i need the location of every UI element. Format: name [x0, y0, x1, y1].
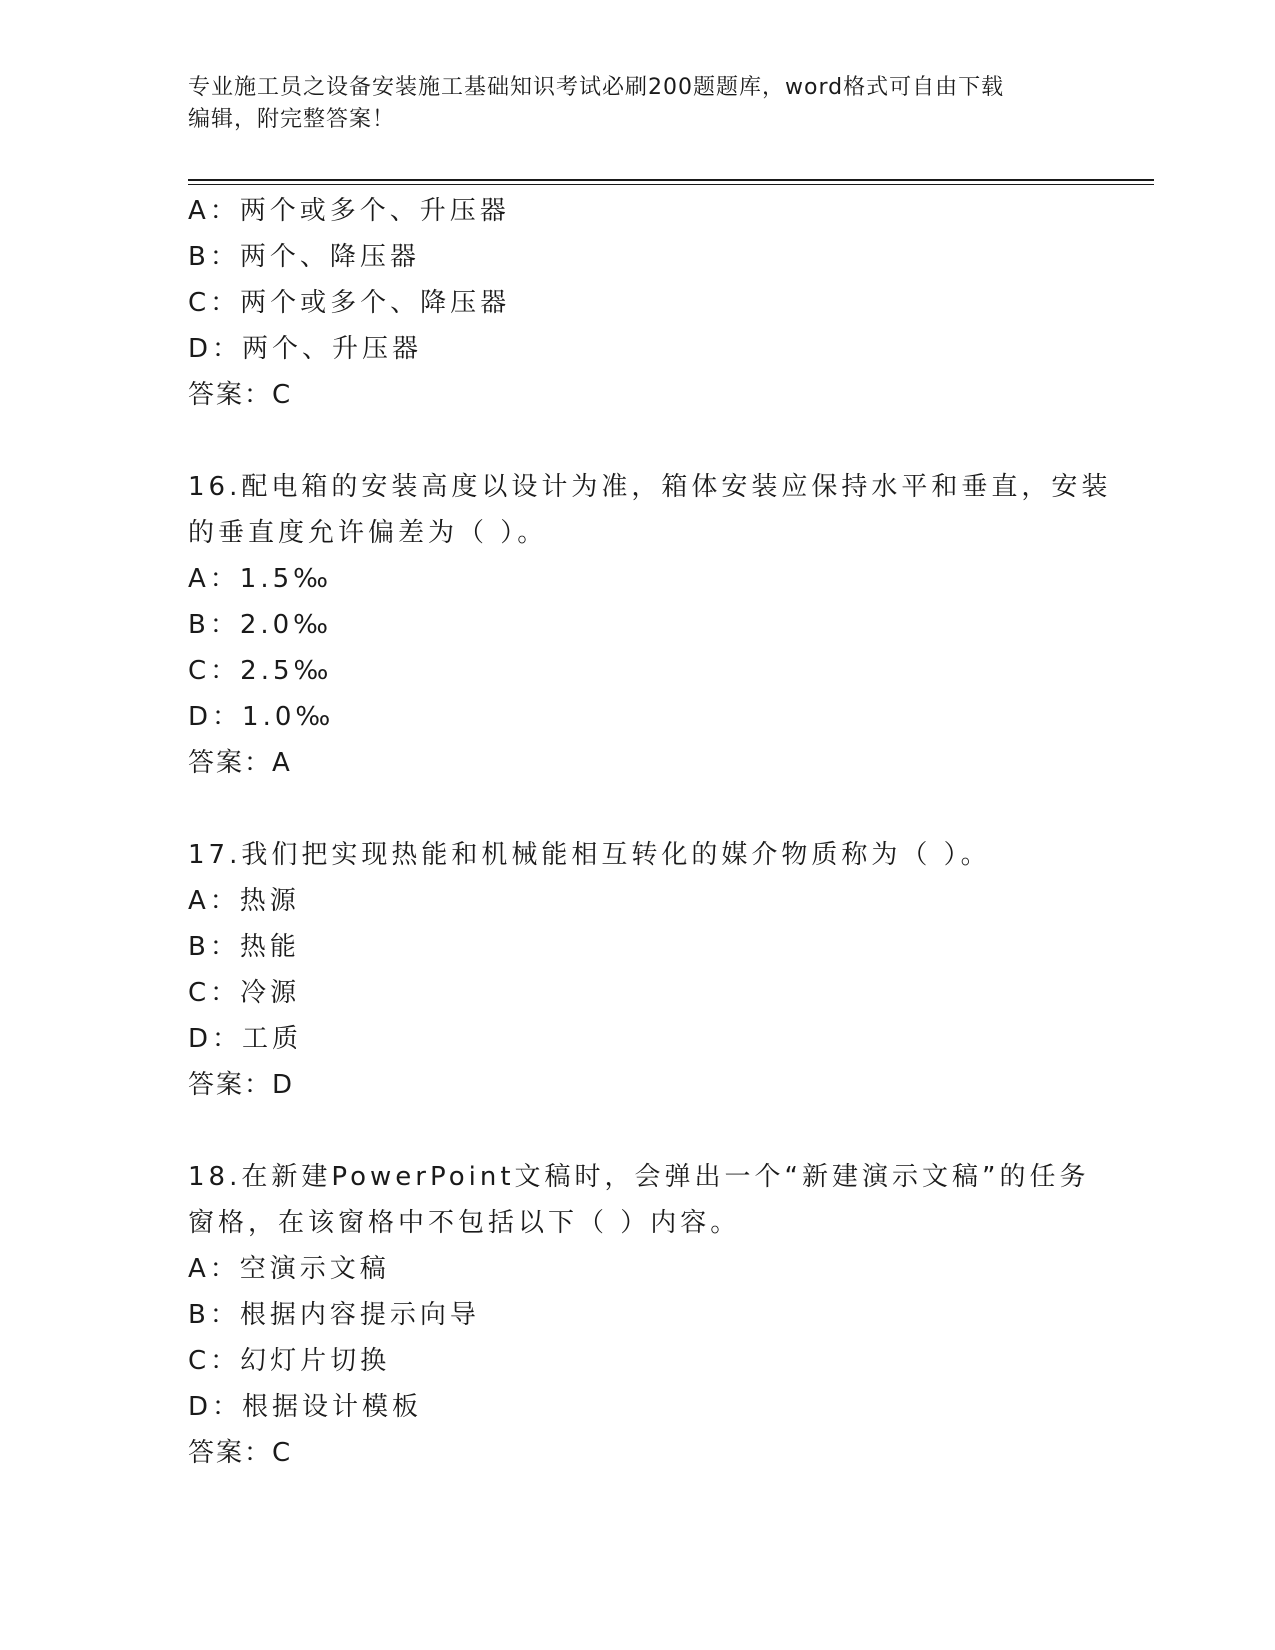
- question-text-line2: 的垂直度允许偏差为（ ）。: [188, 518, 548, 548]
- answer-line: 答案：D: [188, 1070, 295, 1100]
- question-text-line1: 16.配电箱的安装高度以设计为准，箱体安装应保持水平和垂直，安装: [188, 472, 1112, 502]
- question-17: [188, 832, 1088, 1108]
- option-d: D：两个、升压器: [188, 334, 423, 364]
- option-b: B：两个、降压器: [188, 242, 420, 272]
- option-d: D：根据设计模板: [188, 1392, 423, 1422]
- header-divider-thick: [188, 179, 1154, 181]
- question-18: [188, 1154, 1088, 1476]
- document-header: 专业施工员之设备安装施工基础知识考试必刷200题题库，word格式可自由下载 编辑，附完整答案！: [188, 75, 1005, 132]
- option-b: B：根据内容提示向导: [188, 1300, 480, 1330]
- option-c: C：冷源: [188, 978, 301, 1008]
- header-divider-thin: [188, 184, 1154, 185]
- option-a: A：空演示文稿: [188, 1254, 390, 1284]
- question-16: [188, 464, 1112, 786]
- option-c: C：2.5‰: [188, 656, 333, 686]
- question-text-line1: 17.我们把实现热能和机械能相互转化的媒介物质称为（ ）。: [188, 840, 991, 870]
- option-b: B：2.0‰: [188, 610, 333, 640]
- continued-question-block: [188, 188, 1088, 418]
- option-c: C：两个或多个、降压器: [188, 288, 511, 318]
- option-d: D：工质: [188, 1024, 303, 1054]
- option-b: B：热能: [188, 932, 300, 962]
- answer-line: 答案：C: [188, 1438, 293, 1468]
- question-list: [188, 188, 1112, 1476]
- question-text-line2: 窗格，在该窗格中不包括以下（ ）内容。: [188, 1208, 741, 1238]
- option-a: A：两个或多个、升压器: [188, 196, 510, 226]
- answer-line: 答案：C: [188, 380, 293, 410]
- option-a: A：热源: [188, 886, 300, 916]
- option-c: C：幻灯片切换: [188, 1346, 391, 1376]
- option-d: D：1.0‰: [188, 702, 335, 732]
- question-text-line1: 18.在新建PowerPoint文稿时，会弹出一个“新建演示文稿”的任务: [188, 1162, 1090, 1192]
- option-a: A：1.5‰: [188, 564, 333, 594]
- answer-line: 答案：A: [188, 748, 292, 778]
